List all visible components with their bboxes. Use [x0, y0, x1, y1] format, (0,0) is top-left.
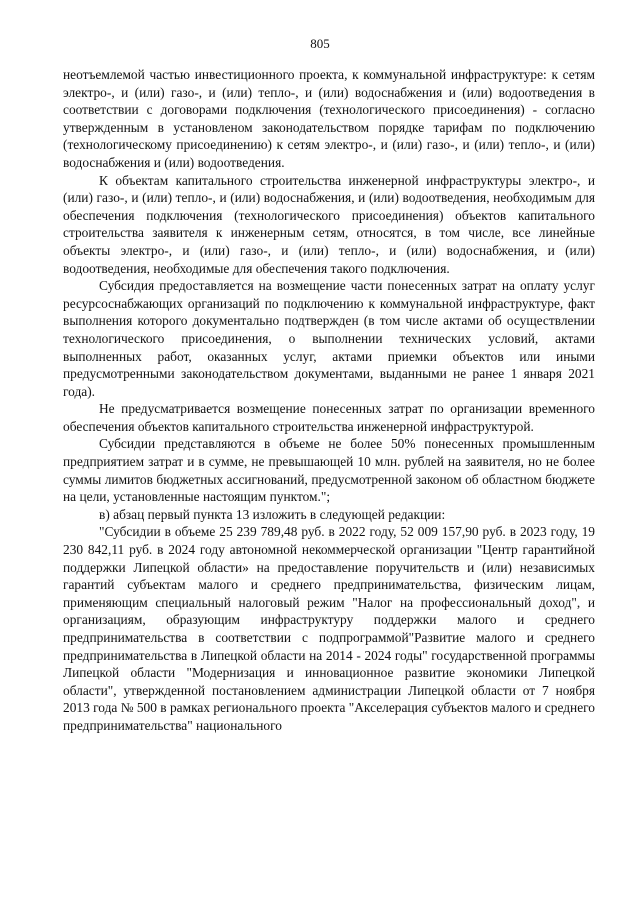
paragraph-6: в) абзац первый пункта 13 изложить в следующей редакции:: [99, 506, 446, 522]
paragraph-7: "Субсидии в объеме 25 239 789,48 руб. в 2022 году, 52 009 157,90 руб. в 2023 году, 19 230 842,11 руб. в 2024 году автономной некоммерческой организации "Центр гарантийной поддержки Липецкой области» на предоставление поручительств и (или) независимых гарантий субъектам малого и среднего предпринимательства, физическим лицам, применяющим специальный налоговый режим "Налог на профессиональный доход", и организациям, образующим инфраструктуру поддержки малого и среднего предпринимательства в соответствии с подпрограммой"Развитие малого и среднего предпринимательства в Липецкой области на 2014 - 2024 годы" государственной программы Липецкой области "Модернизация и инновационное развитие экономики Липецкой области", утвержденной постановлением администрации Липецкой области от 7 ноября 2013 года № 500 в рамках регионального проекта "Акселерация субъектов малого и среднего предпринимательства" национального: [63, 524, 595, 733]
paragraph-2: К объектам капитального строительства инженерной инфраструктуры электро-, и (или) газо-, и (или) тепло-, и (или) водоснабжения, и (или) водоотведения, необходимым для обеспечения подключения (технологического присоединения) объектов капитального строительства заявителя к инженерным сетям, относятся, в том числе, все линейные объекты электро-, и (или) газо-, и (или) тепло-, и (или) водоснабжения, и (или) водоотведения, необходимые для обеспечения такого подключения.: [63, 172, 595, 276]
document-body: [63, 66, 595, 735]
paragraph-5: Субсидии представляются в объеме не более 50% понесенных промышленным предприятием затрат и в сумме, не превышающей 10 млн. рублей на заявителя, но не более суммы лимитов бюджетных ассигнований, предусмотренной законом об областном бюджете на цели, установленные настоящим пунктом.";: [63, 436, 595, 505]
paragraph-4: Не предусматривается возмещение понесенных затрат по организации временного обеспечения объектов капитального строительства инженерной инфраструктурой.: [63, 401, 595, 434]
paragraph-3: Субсидия предоставляется на возмещение части понесенных затрат на оплату услуг ресурсоснабжающих организаций по подключению к коммунальной инфраструктуре, факт выполнения которого документально подтвержден (в том числе актами об осуществлении технологического присоединения, о выполнении технических условий, актами выполненных работ, оказанных услуг, актами приемки объектов или иными предусмотренными законодательством документами, выданными не ранее 1 января 2021 года).: [63, 278, 595, 399]
paragraph-1: неотъемлемой частью инвестиционного проекта, к коммунальной инфраструктуре: к сетям электро-, и (или) газо-, и (или) тепло-, и (или) водоснабжения и (или) водоотведения в соответствии с договорами подключения (технологического присоединения) - согласно утвержденным в установленом законодательством порядке тарифам по подключению (технологическому присоединению) к сетям электро-, и (или) газо-, и (или) тепло-, и (или) водоснабжения и (или) водоотведения.: [63, 67, 595, 170]
page-number: 805: [310, 36, 330, 51]
